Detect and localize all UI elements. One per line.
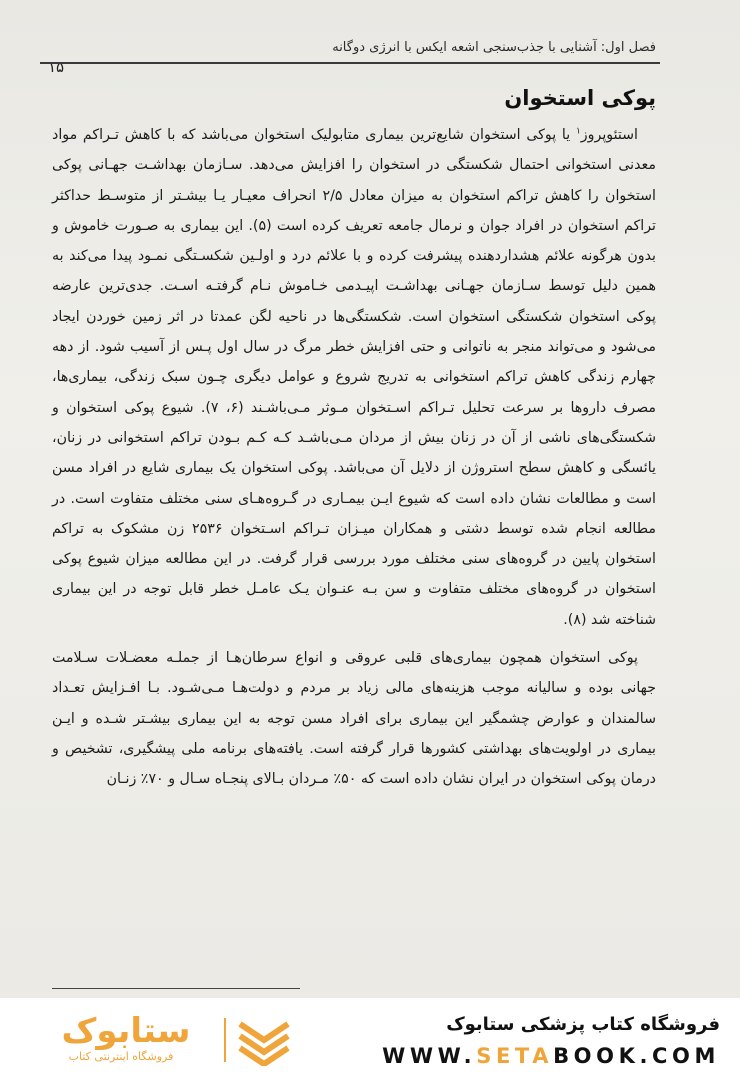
chevron-stack-icon [234,1016,294,1066]
setabook-logo [26,1010,296,1072]
footnote-marker: ۱ [575,126,581,137]
paragraph-text: پوکی استخوان همچون بیماری‌های قلبی عروقی و انواع سرطان‌هـا از جملـه معضـلات سـلامت جهانی بوده و سالیانه موجب هزینه‌های مالی زیاد بر مردم و دولت‌هـا مـی‌شـود. بـا افـزایش تعـداد سالمندان و عوارض چشمگیر این بیماری برای افراد مسن توجه به این بیماری بیشـتر شـده و ایـن بیماری در اولویت‌های بهداشتی کشورها قرار گرفته است. یافته‌های برنامه ملی پیشگیری، تشخیص و درمان پوکی استخوان در ایران نشان داده است که ۵۰٪ مـردان بـالای پنجـاه سـال و ۷۰٪ زنـان [52,650,656,788]
logo-divider [224,1018,226,1062]
chapter-title: فصل اول: آشنایی با جذب‌سنجی اشعه ایکس با انرژی دوگانه [332,40,656,55]
footnote-rule [52,988,300,989]
paragraph-lead-term: استئوپروز [580,127,638,143]
logo-wordmark [36,1010,216,1050]
url-highlight: SETA [476,1044,554,1068]
url-suffix: BOOK.COM [553,1044,720,1068]
url-prefix: WWW. [382,1044,477,1068]
paragraph-text: یا پوکی استخوان شایع‌ترین بیماری متابولیک استخوان می‌باشد که با کاهش تـراکم مواد معدنی استخوانی احتمال شکستگی در استخوان را افزایش می‌دهد. سـازمان بهداشـت جهـانی پوکی استخوان را کاهش تراکم استخوان به میزان معادل ۲/۵ انحراف معیـار یـا بیشـتر از متوسـط حداکثر تراکم استخوان در افراد جوان و نرمال جامعه تعریف کرده است (۵). این بیماری به صـورت خاموش و بدون هرگونه علائم هشداردهنده پیشرفت کرده و با علائم درد و اولـین شکسـتگی نمـود پیدا می‌کند به همین دلیل توسط سـازمان جهـانی بهداشـت اپیـدمی خـاموش نـام گرفتـه اسـت. جدی‌ترین عارضه پوکی استخوان شکستگی استخوان است. شکستگی‌ها در ناحیه لگن عمدتا در اثر زمین خوردن ایجاد می‌شود و می‌تواند منجر به ناتوانی و حتی افزایش خطر مرگ در سال اول پـس از آسیب شود. از دهه چهارم زندگی کاهش تراکم استخوانی به تدریج شروع و عوامل دیگری چـون سبک زندگی، بیماری‌ها، مصرف داروها بر سرعت تحلیل تـراکم اسـتخوان مـوثر مـی‌باشـند (۶، ۷). شیوع پوکی استخوان و شکستگی‌های ناشی از آن در زنان بیش از مردان مـی‌باشـد کـه کـم بـودن تراکم استخوانی در زنان، یائسگی و کاهش سطح استروژن از دلایل آن می‌باشد. پوکی استخوان یک بیماری شایع در افراد مسن است و مطالعات نشان داده است که شیوع ایـن بیمـاری در گـروه‌هـای سنی مختلف متفاوت است. در مطالعه انجام شده توسط دشتی و همکاران میـزان تـراکم اسـتخوان ۲۵۳۶ زن مشکوک به تراکم استخوان پایین در گروه‌های سنی مختلف مورد بررسی قرار گرفت. در این مطالعه میزان شیوع پوکی استخوان در گروه‌های مختلف متفاوت و سن بـه عنـوان یـک عامـل خطر قابل توجه در این بیماری شناخته شد (۸). [52,127,656,628]
logo-brand-text: ستابوک [61,1011,191,1050]
page-number: ۱۵ [48,58,65,76]
header-rule [40,62,660,64]
store-url[interactable] [382,1044,720,1068]
paragraph-1 [52,120,656,635]
store-footer [0,998,740,1080]
paragraph-2 [52,643,656,794]
store-name: فروشگاه کتاب پزشکی ستابوک [446,1014,720,1035]
logo-tagline: فروشگاه اینترنتی کتاب [68,1050,174,1063]
body-text [52,120,656,795]
section-heading: پوکی استخوان [504,86,656,110]
